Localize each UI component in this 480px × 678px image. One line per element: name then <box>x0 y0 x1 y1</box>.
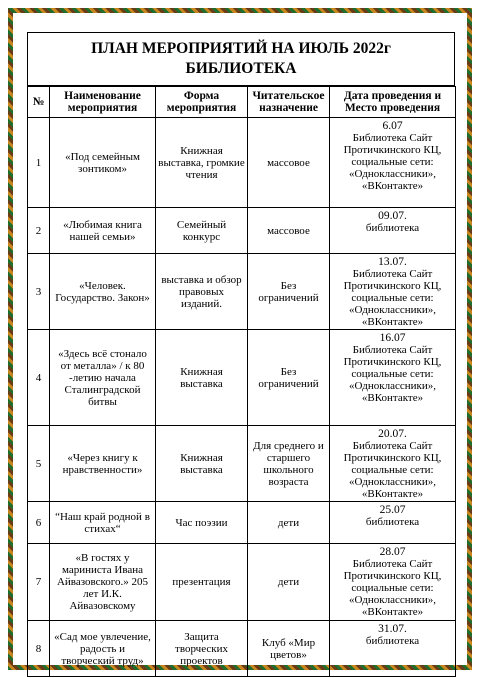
document-title <box>27 32 455 86</box>
cell-date-place <box>330 118 456 208</box>
table-row <box>28 330 456 426</box>
event-place: библиотека <box>365 635 420 647</box>
cell-name: «Любимая книга нашей семьи» <box>50 208 156 254</box>
table-row <box>28 502 456 544</box>
cell-date-place <box>330 426 456 502</box>
cell-name: “Наш край родной в стихах“ <box>50 502 156 544</box>
document-body <box>27 32 455 667</box>
table-row <box>28 254 456 330</box>
cell-name: «Здесь всё стонало от металла» / к 80 -летию начала Сталинградской битвы <box>50 330 156 426</box>
cell-audience: дети <box>248 544 330 621</box>
cell-audience: массовое <box>248 208 330 254</box>
event-place: Библиотека Сайт Протичкинского КЦ, социальные сети: «Одноклассники», «ВКонтакте» <box>343 440 442 500</box>
cell-form: Час поэзии <box>156 502 248 544</box>
cell-number: 5 <box>28 426 50 502</box>
event-place: Библиотека Сайт Протичкинского КЦ, социальные сети: «Одноклассники», «ВКонтакте» <box>343 132 442 192</box>
event-date: 16.07 <box>379 332 406 344</box>
event-place: Библиотека Сайт Протичкинского КЦ, социальные сети: «Одноклассники», «ВКонтакте» <box>343 344 442 404</box>
header-form: Форма мероприятия <box>156 87 248 118</box>
table-row <box>28 118 456 208</box>
cell-form: Книжная выставка <box>156 426 248 502</box>
cell-name: «Через книгу к нравственности» <box>50 426 156 502</box>
table-row <box>28 544 456 621</box>
event-date: 28.07 <box>379 546 406 558</box>
cell-form: Книжная выставка, громкие чтения <box>156 118 248 208</box>
event-place: Библиотека Сайт Протичкинского КЦ, социальные сети: «Одноклассники», «ВКонтакте» <box>343 558 442 618</box>
cell-form: Защита творческих проектов <box>156 621 248 677</box>
cell-number: 1 <box>28 118 50 208</box>
cell-date-place <box>330 254 456 330</box>
cell-number: 2 <box>28 208 50 254</box>
cell-name: «Под семейным зонтиком» <box>50 118 156 208</box>
cell-date-place <box>330 544 456 621</box>
event-place: Библиотека Сайт Протичкинского КЦ, социальные сети: «Одноклассники», «ВКонтакте» <box>343 268 442 328</box>
cell-audience: дети <box>248 502 330 544</box>
cell-number: 7 <box>28 544 50 621</box>
cell-audience: Без ограничений <box>248 254 330 330</box>
cell-date-place <box>330 621 456 677</box>
event-date: 6.07 <box>382 120 403 132</box>
events-table <box>27 86 456 677</box>
cell-name: «Человек. Государство. Закон» <box>50 254 156 330</box>
event-date: 20.07. <box>378 428 407 440</box>
event-date: 09.07. <box>378 210 407 222</box>
cell-number: 3 <box>28 254 50 330</box>
header-audience: Читательское назначение <box>248 87 330 118</box>
event-date: 31.07. <box>378 623 407 635</box>
title-line-1: ПЛАН МЕРОПРИЯТИЙ НА ИЮЛЬ 2022г <box>91 40 391 57</box>
event-date: 13.07. <box>378 256 407 268</box>
cell-form: Книжная выставка <box>156 330 248 426</box>
cell-name: «В гостях у мариниста Ивана Айвазовского.» 205 лет И.К. Айвазовскому <box>50 544 156 621</box>
header-number: № <box>28 87 50 118</box>
table-header-row <box>28 87 456 118</box>
table-row <box>28 208 456 254</box>
table-row <box>28 621 456 677</box>
cell-number: 4 <box>28 330 50 426</box>
cell-audience: Без ограничений <box>248 330 330 426</box>
cell-form: Семейный конкурс <box>156 208 248 254</box>
cell-number: 8 <box>28 621 50 677</box>
cell-date-place <box>330 208 456 254</box>
header-date-place: Дата проведения и Место проведения <box>330 87 456 118</box>
cell-name: «Сад мое увлечение, радость и творческий труд» <box>50 621 156 677</box>
cell-audience: Для среднего и старшего школьного возраста <box>248 426 330 502</box>
cell-audience: Клуб «Мир цветов» <box>248 621 330 677</box>
cell-form: выставка и обзор правовых изданий. <box>156 254 248 330</box>
event-date: 25.07 <box>379 504 406 516</box>
header-name: Наименование мероприятия <box>50 87 156 118</box>
cell-number: 6 <box>28 502 50 544</box>
title-line-2: БИБЛИОТЕКА <box>185 60 297 77</box>
cell-date-place <box>330 502 456 544</box>
table-row <box>28 426 456 502</box>
event-place: библиотека <box>365 222 420 234</box>
event-place: библиотека <box>365 516 420 528</box>
cell-date-place <box>330 330 456 426</box>
cell-form: презентация <box>156 544 248 621</box>
cell-audience: массовое <box>248 118 330 208</box>
